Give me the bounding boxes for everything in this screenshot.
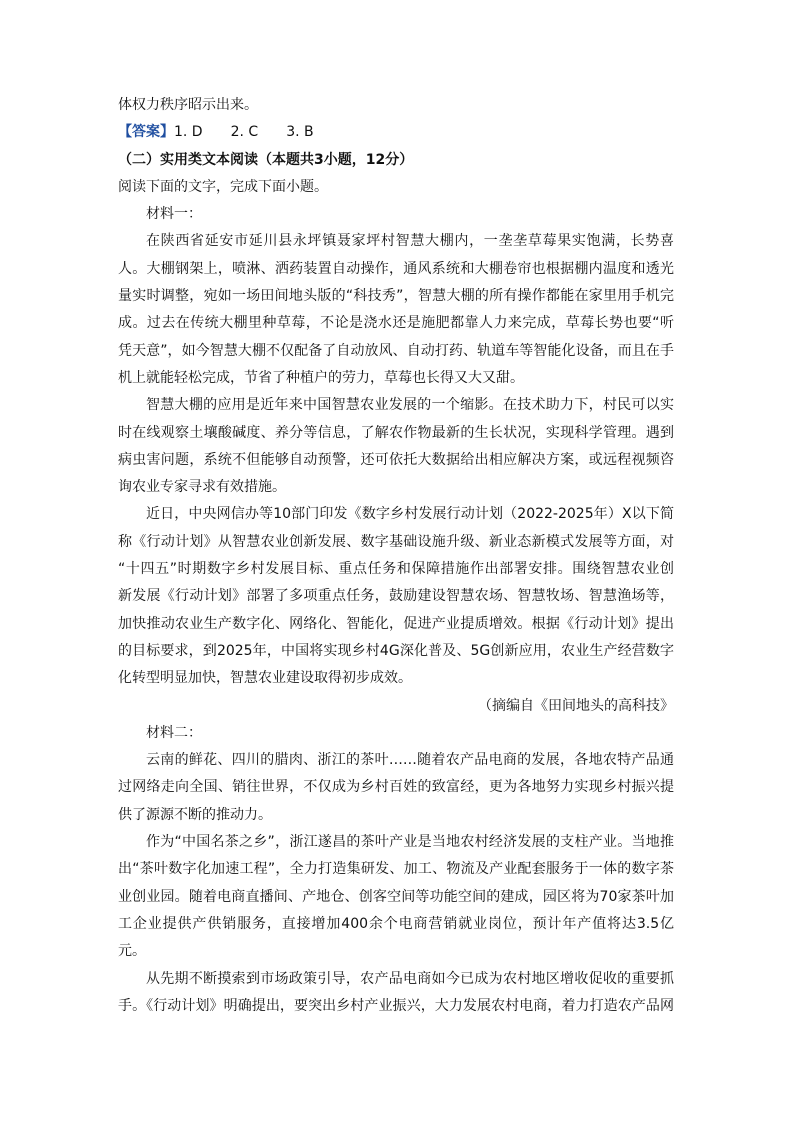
material1-source: （摘编自《田间地头的高科技》 xyxy=(478,697,674,714)
answer-label: 【答案】 xyxy=(118,124,174,141)
answer-item-3: 3. B xyxy=(286,124,314,141)
material1-paragraph-1: 在陕西省延安市延川县永坪镇聂家坪村智慧大棚内，一垄垄草莓果实饱满，长势喜 人。大棚钢架上，喷淋、洒药装置自动操作，通风系统和大棚卷帘也根据棚内温度和透光 量实时调整，宛如一场田间地头版的“科技秀”，智慧大棚的所有操作都能在家里用手机完 成。过去在传统大棚里种草莓，不论是浇水还是施肥都靠人力来完成，草莓长势也要“听 凭天意”，如今智慧大棚不仅配备了自动放风、自动打药、轨道车等智能化设备，而且在手 机上就能轻松完成，节省了种植户的劳力，草莓也长得又大又甜。 xyxy=(118,233,674,386)
material1-label: 材料一： xyxy=(146,206,202,223)
material2-paragraph-3: 从先期不断摸索到市场政策引导，农产品电商如今已成为农村地区增收促收的重要抓 手。《行动计划》明确提出，要突出乡村产业振兴，大力发展农村电商，着力打造农产品网 xyxy=(118,970,674,1014)
material1-paragraph-3: 近日，中央网信办等10部门印发《数字乡村发展行动计划（2022-2025年）X以下简 称《行动计划》从智慧农业创新发展、数字基础设施升级、新业态新模式发展等方面，对 “十四五”时期数字乡村发展目标、重点任务和保障措施作出部署安排。围绕智慧农业创 新发展《行动计划》部署了多项重点任务，鼓励建设智慧农场、智慧牧场、智慧渔场等， 加快推动农业生产数字化、网络化、智能化，促进产业提质增效。根据《行动计划》提出 的目标要求，到2025年，中国将实现乡村4G深化普及、5G创新应用，农业生产经营数字 化转型明显加快，智慧农业建设取得初步成效。 xyxy=(118,506,674,687)
answer-item-2: 2. C xyxy=(230,124,259,141)
material1-paragraph-2: 智慧大棚的应用是近年来中国智慧农业发展的一个缩影。在技术助力下，村民可以实 时在线观察土壤酸碱度、养分等信息，了解农作物最新的生长状况，实现科学管理。遇到 病虫害问题，系统不但能够自动预警，还可依托大数据给出相应解决方案，或远程视频咨 询农业专家寻求有效措施。 xyxy=(118,397,674,496)
document-page xyxy=(118,92,674,1020)
answer-line xyxy=(118,119,674,146)
material2-label: 材料二： xyxy=(146,724,202,741)
answer-item-1: 1. D xyxy=(174,124,203,141)
instruction: 阅读下面的文字，完成下面小题。 xyxy=(118,178,328,195)
previous-text-tail: 体权力秩序昭示出来。 xyxy=(118,97,258,113)
material2-paragraph-1: 云南的鲜花、四川的腊肉、浙江的茶叶……随着农产品电商的发展，各地农特产品通 过网络走向全国、销往世界，不仅成为乡村百姓的致富经，更为各地努力实现乡村振兴提 供了源源不断的推动力。 xyxy=(118,752,674,823)
material2-paragraph-2: 作为“中国名茶之乡”，浙江遂昌的茶叶产业是当地农村经济发展的支柱产业。当地推 出“茶叶数字化加速工程”，全力打造集研发、加工、物流及产业配套服务于一体的数字茶 业创业园。随着电商直播间、产地仓、创客空间等功能空间的建成，园区将为70家茶叶加 工企业提供产供销服务，直接增加400余个电商营销就业岗位，预计年产值将达3.5亿 元。 xyxy=(118,834,674,960)
section-title: （二）实用类文本阅读（本题共3小题，12分） xyxy=(118,151,414,168)
